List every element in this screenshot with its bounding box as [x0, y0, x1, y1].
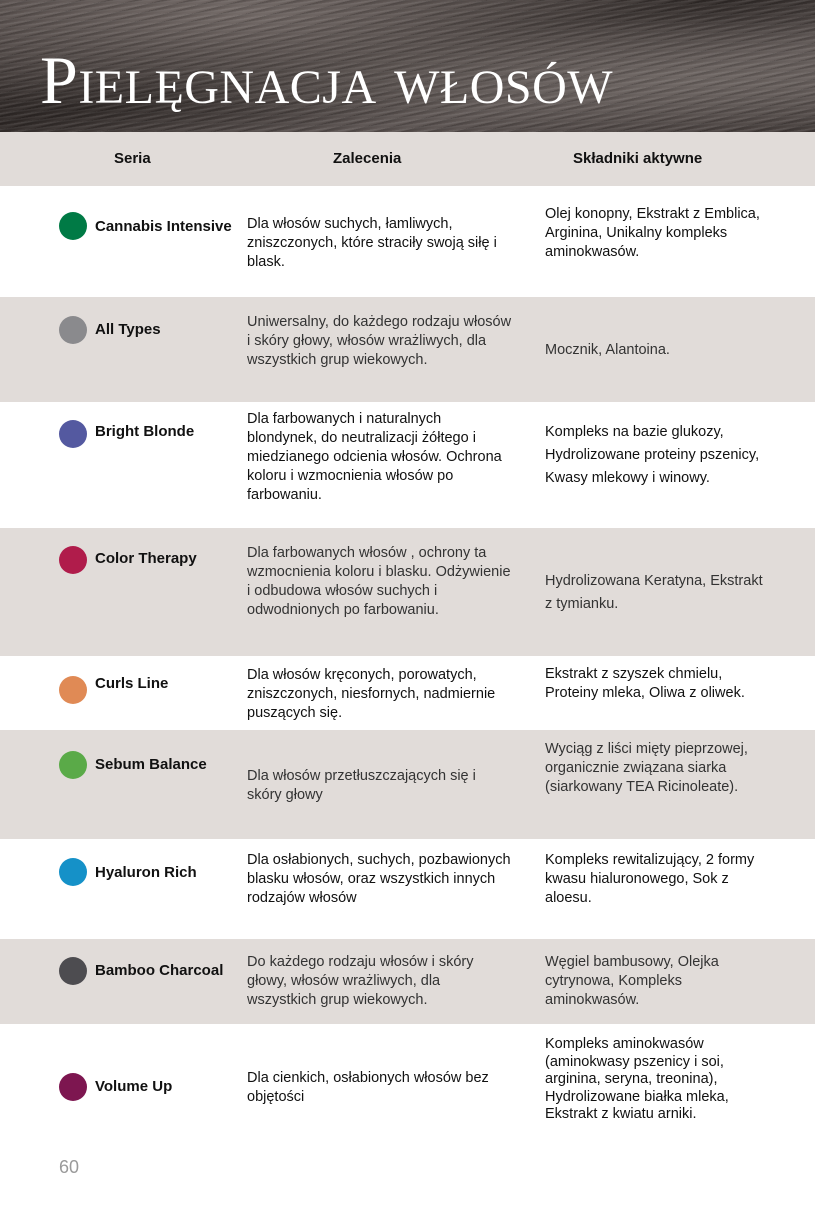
series-color-dot-icon — [59, 1073, 87, 1101]
table-row — [0, 402, 815, 528]
series-color-dot-icon — [59, 858, 87, 886]
table-row — [0, 1024, 815, 1150]
table-header — [0, 132, 815, 186]
table-row — [0, 186, 815, 297]
hero-banner — [0, 0, 815, 132]
recommendation: Dla cienkich, osłabionych włosów bez objętości — [247, 1070, 489, 1105]
ingredients: Hydrolizowana Keratyna, Ekstrakt z tymianku. — [545, 573, 763, 612]
series-name: Bamboo Charcoal — [95, 962, 224, 979]
series-name: Curls Line — [95, 675, 169, 692]
ingredients: Olej konopny, Ekstrakt z Emblica, Arginina, Unikalny kompleks aminokwasów. — [545, 206, 760, 260]
series-color-dot-icon — [59, 546, 87, 574]
series-color-dot-icon — [59, 316, 87, 344]
series-name: Bright Blonde — [95, 423, 195, 440]
series-name: All Types — [95, 321, 161, 338]
table-row — [0, 528, 815, 656]
recommendation: Dla osłabionych, suchych, pozbawionych blasku włosów, oraz wszystkich innych rodzajów włosów — [247, 852, 511, 906]
table-row — [0, 656, 815, 730]
recommendation: Dla farbowanych i naturalnych blondynek, do neutralizacji żółtego i miedzianego odcienia włosów. Ochrona koloru i wzmocnienia włosów po farbowaniu. — [247, 411, 502, 503]
recommendation: Do każdego rodzaju włosów i skóry głowy, włosów wrażliwych, dla wszystkich grup wiekowych. — [247, 954, 474, 1008]
table-row — [0, 839, 815, 939]
table-row — [0, 730, 815, 839]
recommendation: Dla farbowanych włosów , ochrony ta wzmocnienia koloru i blasku. Odżywienie i odbudowa włosów suchych i odwodnionych po farbowaniu. — [247, 545, 511, 618]
column-header-ingredients: Składniki aktywne — [573, 150, 703, 167]
table-row — [0, 297, 815, 402]
recommendation: Dla włosów kręconych, porowatych, zniszczonych, niesfornych, nadmiernie puszących się. — [247, 667, 496, 721]
recommendation: Dla włosów suchych, łamliwych, zniszczonych, które straciły swoją siłę i blask. — [247, 216, 497, 270]
ingredients: Kompleks aminokwasów (aminokwasy pszenicy i soi, arginina, seryna, treonina), Hydrolizowane białka mleka, Ekstrakt z kwiatu arniki. — [545, 1036, 729, 1122]
page-title: Pielęgnacja włosów — [40, 42, 614, 118]
ingredients: Węgiel bambusowy, Olejka cytrynowa, Kompleks aminokwasów. — [545, 954, 719, 1008]
series-name: Volume Up — [95, 1078, 173, 1095]
recommendation: Uniwersalny, do każdego rodzaju włosów i skóry głowy, włosów wrażliwych, dla wszystkich grup wiekowych. — [247, 314, 512, 368]
ingredients: Ekstrakt z szyszek chmielu, Proteiny mleka, Oliwa z oliwek. — [545, 666, 745, 701]
column-header-recommendations: Zalecenia — [333, 150, 402, 167]
series-name: Sebum Balance — [95, 756, 207, 773]
series-name: Cannabis Intensive — [95, 218, 232, 235]
column-header-series: Seria — [114, 150, 151, 167]
series-color-dot-icon — [59, 212, 87, 240]
table-row — [0, 939, 815, 1024]
ingredients: Wyciąg z liści mięty pieprzowej, organicznie związana siarka (siarkowany TEA Ricinoleate). — [545, 741, 748, 795]
ingredients: Mocznik, Alantoina. — [545, 342, 670, 358]
ingredients: Kompleks rewitalizujący, 2 formy kwasu hialuronowego, Sok z aloesu. — [545, 852, 755, 906]
series-color-dot-icon — [59, 420, 87, 448]
series-color-dot-icon — [59, 751, 87, 779]
series-color-dot-icon — [59, 957, 87, 985]
ingredients: Kompleks na bazie glukozy, Hydrolizowane proteiny pszenicy, Kwasy mlekowy i winowy. — [545, 424, 760, 486]
recommendation: Dla włosów przetłuszczających się i skóry głowy — [247, 768, 476, 803]
page-number: 60 — [59, 1157, 80, 1177]
series-name: Hyaluron Rich — [95, 864, 197, 881]
series-color-dot-icon — [59, 676, 87, 704]
series-name: Color Therapy — [95, 550, 197, 567]
